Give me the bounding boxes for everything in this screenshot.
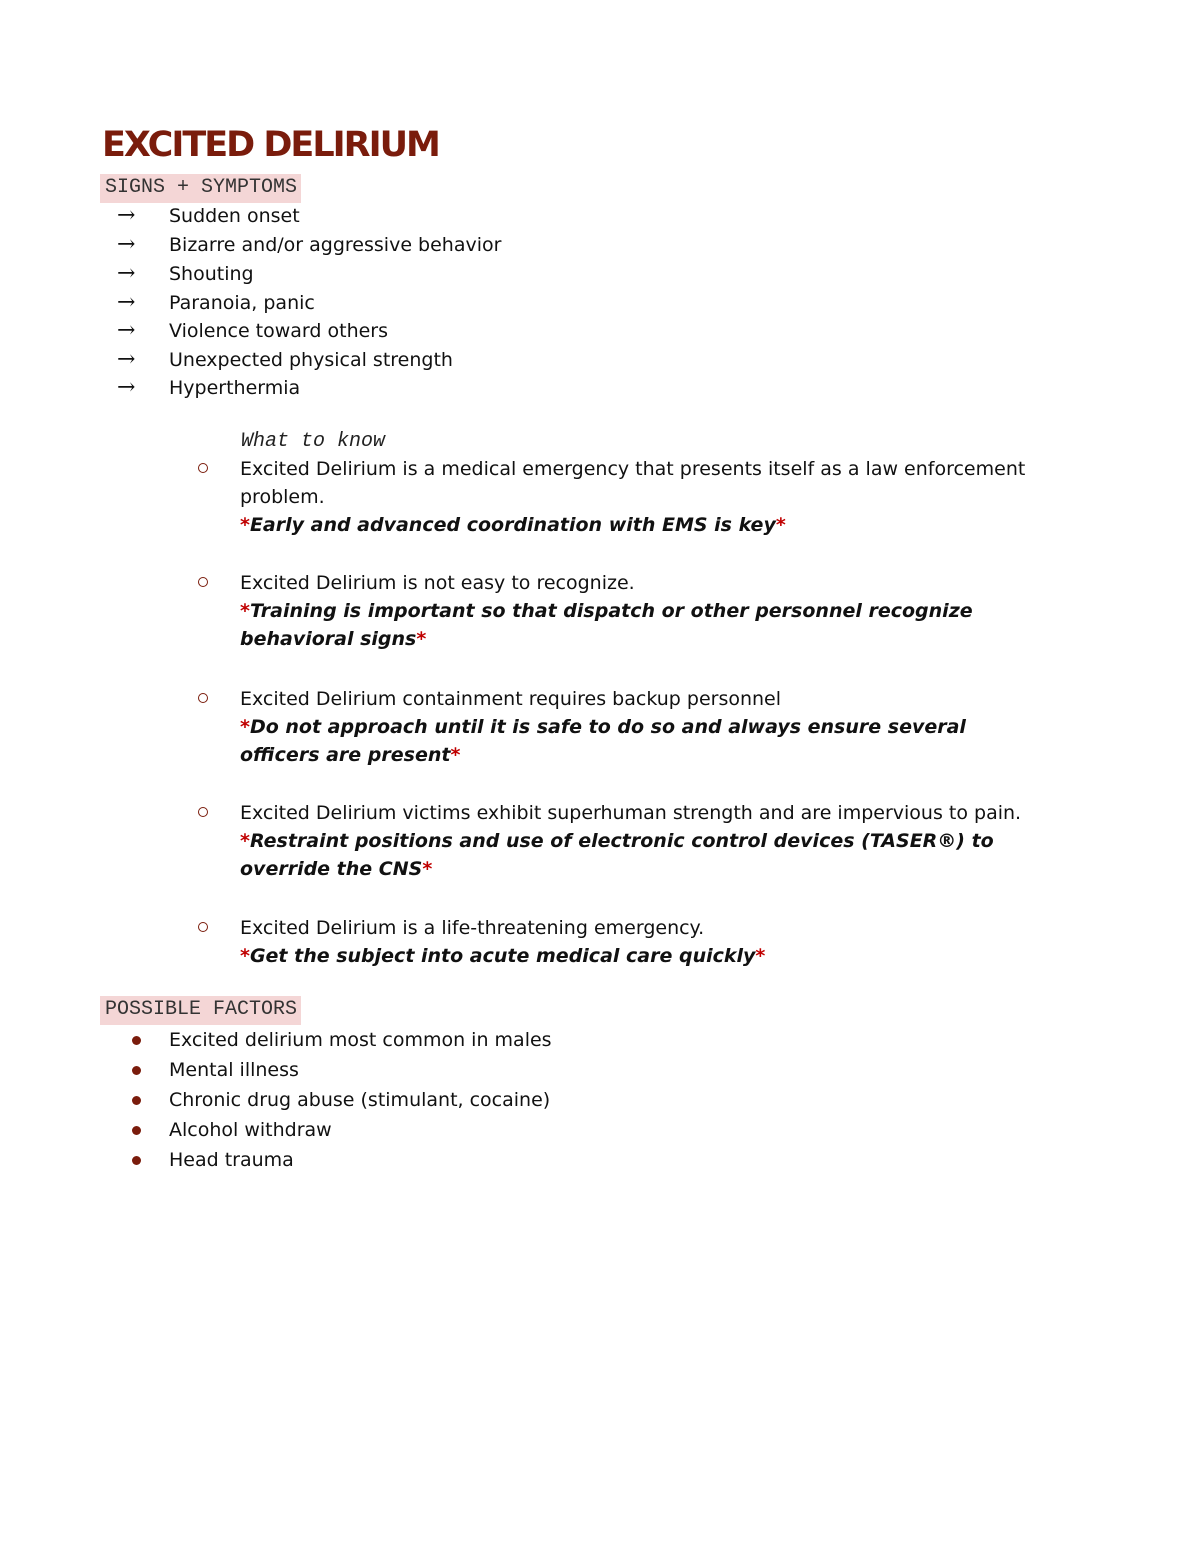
circle-bullet-icon xyxy=(198,807,208,817)
star-mark: * xyxy=(775,514,786,536)
item-note xyxy=(240,942,1040,970)
star-mark: * xyxy=(240,716,250,738)
bullet-dot-icon xyxy=(132,1126,141,1135)
item-main-text: Excited Delirium is not easy to recognize. xyxy=(240,572,635,594)
item-note xyxy=(240,713,1040,769)
star-mark: * xyxy=(240,830,250,852)
arrow-icon: → xyxy=(117,290,136,315)
bullet-dot-icon xyxy=(132,1096,141,1105)
circle-bullet-icon xyxy=(198,577,208,587)
item-main-text: Excited Delirium is a life-threatening emergency. xyxy=(240,917,705,939)
list-item-text: Shouting xyxy=(169,263,254,285)
list-item-text: Unexpected physical strength xyxy=(169,349,453,371)
item-note xyxy=(240,511,1040,539)
bullet-dot-icon xyxy=(132,1156,141,1165)
star-mark: * xyxy=(240,945,250,967)
star-mark: * xyxy=(240,514,250,536)
note-text: Do not approach until it is safe to do so and always ensure several officers are present xyxy=(240,716,966,766)
what-to-know-heading: What to know xyxy=(241,430,386,453)
factors-section-label: POSSIBLE FACTORS xyxy=(100,996,301,1025)
note-text: Get the subject into acute medical care quickly xyxy=(249,945,756,967)
circle-bullet-icon xyxy=(198,693,208,703)
list-item-text: Bizarre and/or aggressive behavior xyxy=(169,234,502,256)
star-mark: * xyxy=(240,600,250,622)
bullet-dot-icon xyxy=(132,1036,141,1045)
item-note xyxy=(240,827,1040,883)
item-main-text: Excited Delirium is a medical emergency that presents itself as a law enforcement problem. xyxy=(240,458,1026,508)
list-item-text xyxy=(240,799,1040,883)
list-item-text: Paranoia, panic xyxy=(169,292,315,314)
note-text: Restraint positions and use of electronic control devices (TASER®) to override the CNS xyxy=(240,830,994,880)
star-mark: * xyxy=(755,945,766,967)
arrow-icon: → xyxy=(117,375,136,400)
list-item-text: Excited delirium most common in males xyxy=(169,1029,552,1051)
list-item-text xyxy=(240,914,1040,970)
item-main-text: Excited Delirium containment requires backup personnel xyxy=(240,688,782,710)
arrow-icon: → xyxy=(117,347,136,372)
bullet-dot-icon xyxy=(132,1066,141,1075)
circle-bullet-icon xyxy=(198,922,208,932)
list-item-text: Violence toward others xyxy=(169,320,389,342)
arrow-icon: → xyxy=(117,203,136,228)
list-item-text: Chronic drug abuse (stimulant, cocaine) xyxy=(169,1089,551,1111)
list-item-text: Sudden onset xyxy=(169,205,300,227)
item-note xyxy=(240,597,1040,653)
list-item-text xyxy=(240,685,1040,769)
list-item-text: Head trauma xyxy=(169,1149,294,1171)
list-item-text xyxy=(240,455,1040,539)
arrow-icon: → xyxy=(117,232,136,257)
list-item-text: Mental illness xyxy=(169,1059,299,1081)
page-title: EXCITED DELIRIUM xyxy=(102,125,439,165)
list-item-text xyxy=(240,569,1040,653)
star-mark: * xyxy=(416,628,427,650)
list-item-text: Hyperthermia xyxy=(169,377,301,399)
circle-bullet-icon xyxy=(198,463,208,473)
arrow-icon: → xyxy=(117,261,136,286)
item-main-text: Excited Delirium victims exhibit superhuman strength and are impervious to pain. xyxy=(240,802,1022,824)
star-mark: * xyxy=(450,744,461,766)
arrow-icon: → xyxy=(117,318,136,343)
star-mark: * xyxy=(422,858,433,880)
list-item-text: Alcohol withdraw xyxy=(169,1119,332,1141)
signs-section-label: SIGNS + SYMPTOMS xyxy=(100,174,301,203)
note-text: Training is important so that dispatch or other personnel recognize behavioral signs xyxy=(240,600,973,650)
note-text: Early and advanced coordination with EMS is key xyxy=(249,514,776,536)
